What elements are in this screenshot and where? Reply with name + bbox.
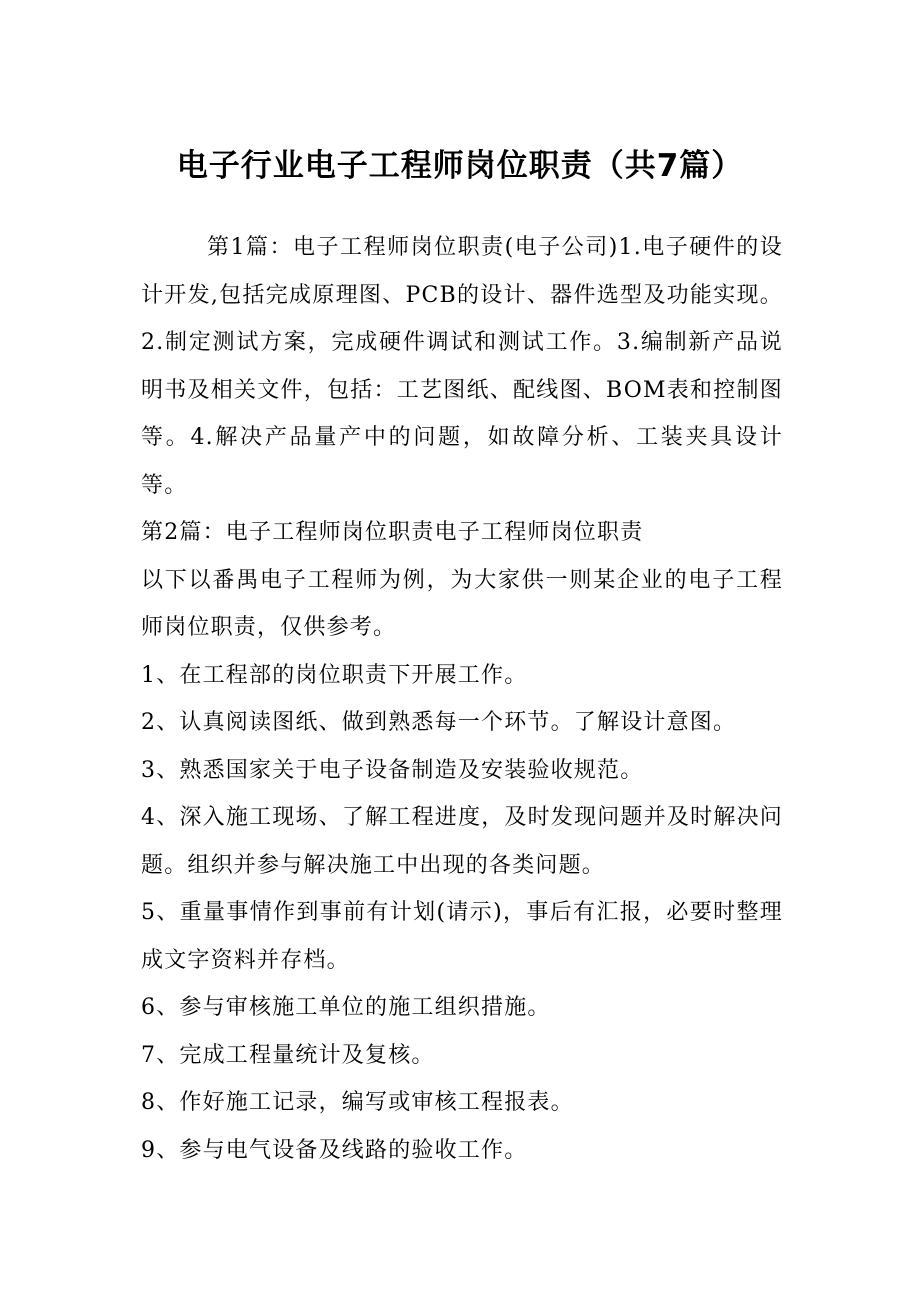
list-item-9: 9、参与电气设备及线路的验收工作。 [141, 1137, 528, 1163]
list-item-3: 3、熟悉国家关于电子设备制造及安装验收规范。 [141, 757, 644, 783]
list-item-2: 2、认真阅读图纸、做到熟悉每一个环节。了解设计意图。 [141, 710, 737, 735]
list-item-4: 4、深入施工现场、了解工程进度，及时发现问题并及时解决问题。组织并参与解决施工中出现的各类问题。 [141, 805, 783, 878]
list-item-7: 7、完成工程量统计及复核。 [141, 1042, 435, 1068]
list-item-1: 1、在工程部的岗位职责下开展工作。 [141, 662, 528, 688]
document-title: 电子行业电子工程师岗位职责（共7篇） [176, 148, 744, 184]
paragraph-article-1: 第1篇：电子工程师岗位职责(电子公司)1.电子硬件的设计开发,包括完成原理图、PCB的设计、器件选型及功能实现。2.制定测试方案，完成硬件调试和测试工作。3.编制新产品说明书及相关文件，包括：工艺图纸、配线图、BOM表和控制图等。4.解决产品量产中的问题，如故障分析、工装夹具设计等。 [141, 235, 783, 498]
paragraph-intro: 以下以番禺电子工程师为例，为大家供一则某企业的电子工程师岗位职责，仅供参考。 [141, 567, 783, 640]
paragraph-article-2-heading: 第2篇：电子工程师岗位职责电子工程师岗位职责 [141, 520, 644, 545]
list-item-6: 6、参与审核施工单位的施工组织措施。 [141, 995, 551, 1020]
list-item-5: 5、重量事情作到事前有计划(请示)，事后有汇报，必要时整理成文字资料并存档。 [141, 900, 783, 973]
document-body [141, 224, 783, 1174]
list-item-8: 8、作好施工记录，编写或审核工程报表。 [141, 1090, 574, 1115]
